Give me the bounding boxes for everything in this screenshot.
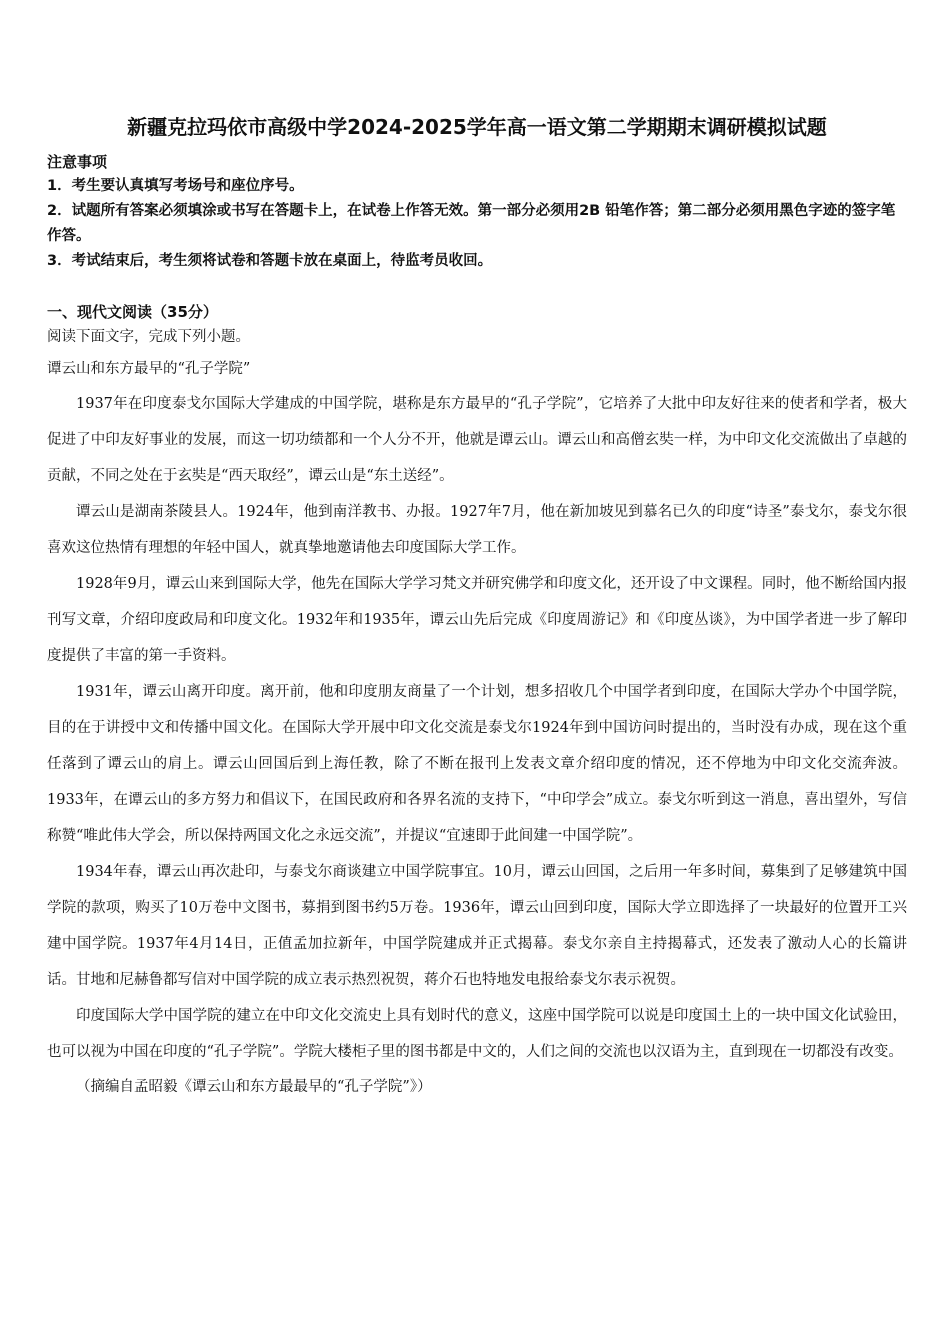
exam-title: 新疆克拉玛依市高级中学2024-2025学年高一语文第二学期期末调研模拟试题 xyxy=(127,115,827,139)
notice-item-1: 1．考生要认真填写考场号和座位序号。 xyxy=(47,178,304,194)
article-paragraph-6: 印度国际大学中国学院的建立在中印文化交流史上具有划时代的意义，这座中国学院可以说是印度国土上的一块中国文化试验田，也可以视为中国在印度的“孔子学院”。学院大楼柜子里的图书都是中文的，人们之间的交流也以汉语为主，直到现在一切都没有改变。 xyxy=(47,1008,907,1060)
section-instruction: 阅读下面文字，完成下列小题。 xyxy=(47,329,250,345)
article-paragraph-4: 1931年，谭云山离开印度。离开前，他和印度朋友商量了一个计划，想多招收几个中国学者到印度，在国际大学办个中国学院，目的在于讲授中文和传播中国文化。在国际大学开展中印文化交流是泰戈尔1924年到中国访问时提出的，当时没有办成，现在这个重任落到了谭云山的肩上。谭云山回国后到上海任教，除了不断在报刊上发表文章介绍印度的情况，还不停地为中印文化交流奔波。1933年，在谭云山的多方努力和倡议下，在国民政府和各界名流的支持下，“中印学会”成立。泰戈尔听到这一消息，喜出望外，写信称赞“唯此伟大学会，所以保持两国文化之永远交流”，并提议“宜速即于此间建一中国学院”。 xyxy=(47,684,907,844)
article-paragraph-2: 谭云山是湖南茶陵县人。1924年，他到南洋教书、办报。1927年7月，他在新加坡见到慕名已久的印度“诗圣”泰戈尔，泰戈尔很喜欢这位热情有理想的年轻中国人，就真挚地邀请他去印度国际大学工作。 xyxy=(47,504,907,556)
article-paragraph-3: 1928年9月，谭云山来到国际大学，他先在国际大学学习梵文并研究佛学和印度文化，还开设了中文课程。同时，他不断给国内报刊写文章，介绍印度政局和印度文化。1932年和1935年，谭云山先后完成《印度周游记》和《印度丛谈》，为中国学者进一步了解印度提供了丰富的第一手资料。 xyxy=(47,576,907,664)
notice-block xyxy=(47,150,907,274)
section-heading: 一、现代文阅读（35分） xyxy=(47,303,218,321)
article-paragraph-5: 1934年春，谭云山再次赴印，与泰戈尔商谈建立中国学院事宜。10月，谭云山回国，之后用一年多时间，募集到了足够建筑中国学院的款项，购买了10万卷中文图书，募捐到图书约5万卷。1936年，谭云山回到印度，国际大学立即选择了一块最好的位置开工兴建中国学院。1937年4月14日，正值孟加拉新年，中国学院建成并正式揭幕。泰戈尔亲自主持揭幕式，还发表了激动人心的长篇讲话。甘地和尼赫鲁都写信对中国学院的成立表示热烈祝贺，蒋介石也特地发电报给泰戈尔表示祝贺。 xyxy=(47,864,907,988)
section-reading xyxy=(47,300,907,1104)
notice-heading: 注意事项 xyxy=(47,153,108,171)
exam-page xyxy=(47,112,907,1104)
notice-item-3: 3．考试结束后，考生须将试卷和答题卡放在桌面上，待监考员收回。 xyxy=(47,253,493,269)
article-title: 谭云山和东方最早的“孔子学院” xyxy=(47,361,251,377)
notice-item-2: 2．试题所有答案必须填涂或书写在答题卡上，在试卷上作答无效。第一部分必须用2B 铅笔作答；第二部分必须用黑色字迹的签字笔作答。 xyxy=(47,203,896,244)
article-source: （摘编自孟昭毅《谭云山和东方最最早的“孔子学院”》） xyxy=(76,1079,432,1095)
article-paragraph-1: 1937年在印度泰戈尔国际大学建成的中国学院，堪称是东方最早的“孔子学院”，它培养了大批中印友好往来的使者和学者，极大促进了中印友好事业的发展，而这一切功绩都和一个人分不开，他就是谭云山。谭云山和高僧玄奘一样，为中印文化交流做出了卓越的贡献，不同之处在于玄奘是“西天取经”，谭云山是“东土送经”。 xyxy=(47,396,907,484)
